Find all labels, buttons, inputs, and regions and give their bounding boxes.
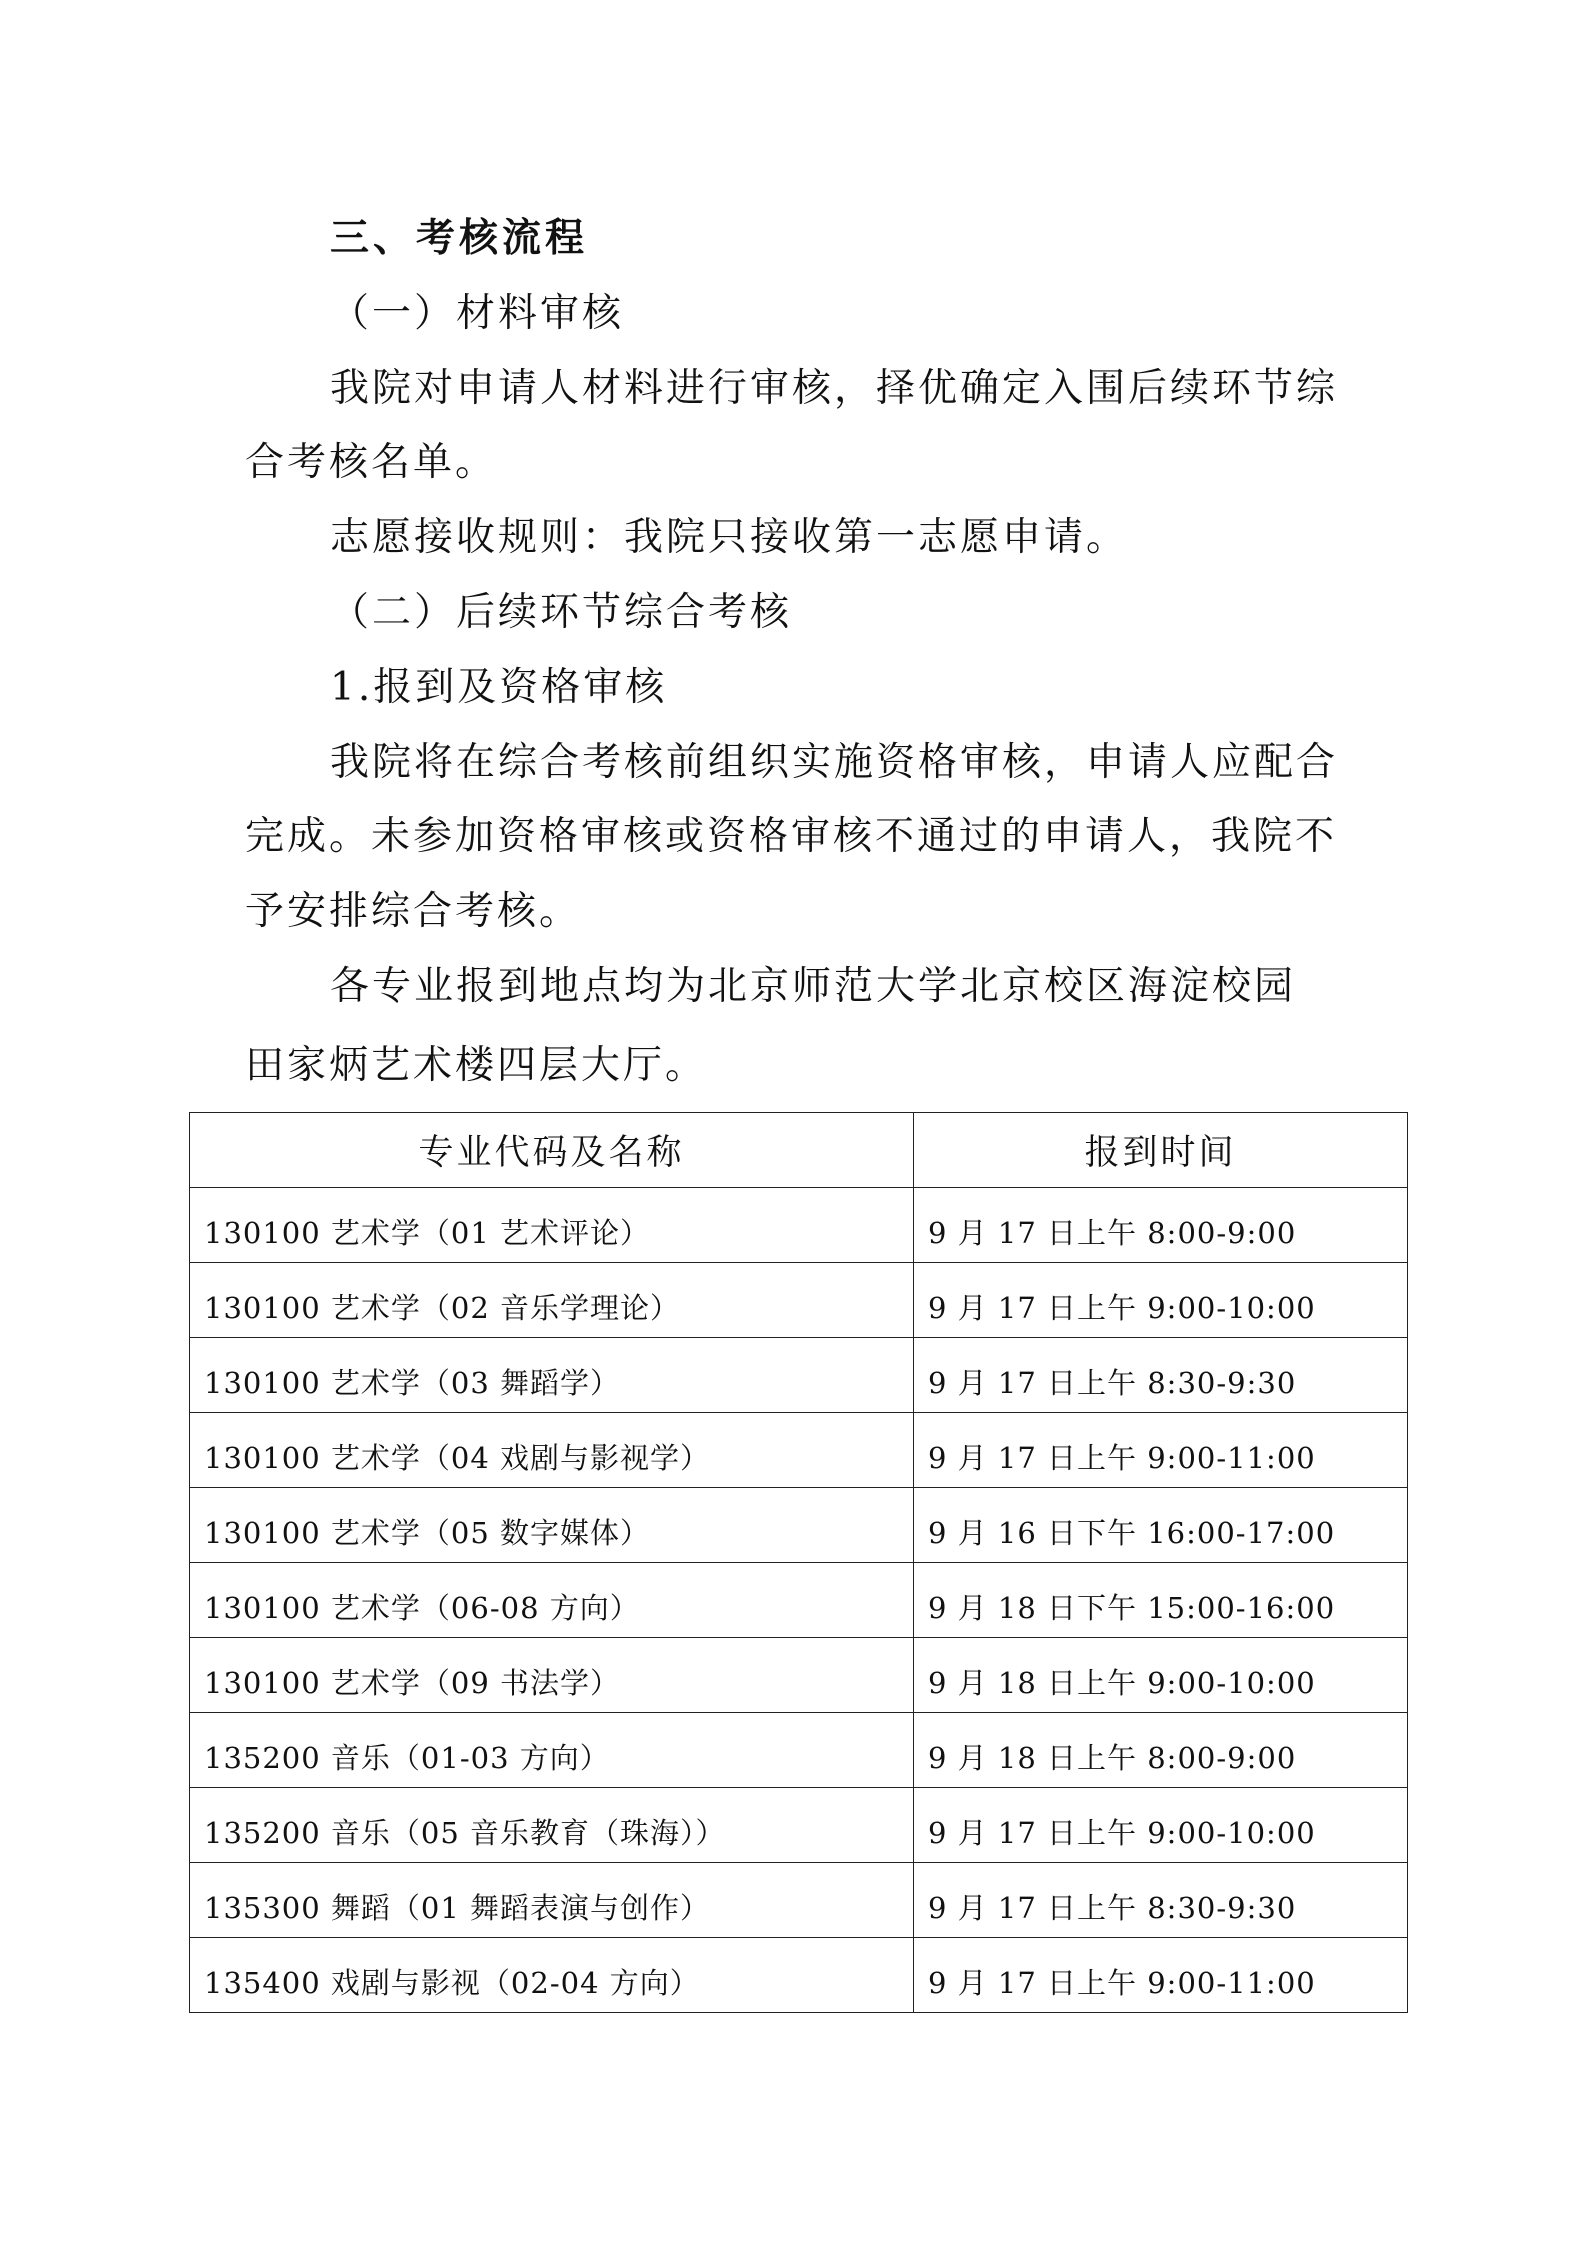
registration-schedule-table	[189, 1112, 1408, 2013]
cell-time: 9 月 18 日上午 8:00-9:00	[914, 1713, 1408, 1788]
cell-time: 9 月 17 日上午 9:00-11:00	[914, 1413, 1408, 1488]
paragraph-qualification-line-1: 我院将在综合考核前组织实施资格审核，申请人应配合	[330, 740, 1339, 785]
cell-major: 130100 艺术学（09 书法学）	[190, 1638, 914, 1713]
table-row	[190, 1488, 1408, 1563]
cell-time: 9 月 18 日下午 15:00-16:00	[914, 1563, 1408, 1638]
cell-time: 9 月 17 日上午 9:00-10:00	[914, 1263, 1408, 1338]
cell-major: 130100 艺术学（03 舞蹈学）	[190, 1338, 914, 1413]
table-row	[190, 1413, 1408, 1488]
table-row	[190, 1188, 1408, 1263]
cell-time: 9 月 16 日下午 16:00-17:00	[914, 1488, 1408, 1563]
section-title: 三、考核流程	[330, 216, 589, 261]
cell-time: 9 月 17 日上午 9:00-10:00	[914, 1788, 1408, 1863]
table-row	[190, 1563, 1408, 1638]
paragraph-location-line-2: 田家炳艺术楼四层大厅。	[245, 1043, 708, 1088]
cell-time: 9 月 17 日上午 8:30-9:30	[914, 1863, 1408, 1938]
table-row	[190, 1788, 1408, 1863]
table-row	[190, 1338, 1408, 1413]
cell-major: 130100 艺术学（04 戏剧与影视学）	[190, 1413, 914, 1488]
cell-time: 9 月 17 日上午 8:00-9:00	[914, 1188, 1408, 1263]
paragraph-location-line-1: 各专业报到地点均为北京师范大学北京校区海淀校园	[330, 964, 1297, 1009]
cell-major: 130100 艺术学（01 艺术评论）	[190, 1188, 914, 1263]
cell-time: 9 月 17 日上午 8:30-9:30	[914, 1338, 1408, 1413]
table-header-row	[190, 1113, 1408, 1188]
paragraph-qualification-line-2: 完成。未参加资格审核或资格审核不通过的申请人，我院不	[245, 814, 1338, 859]
table-row	[190, 1638, 1408, 1713]
header-time: 报到时间	[914, 1113, 1408, 1188]
table-row	[190, 1713, 1408, 1788]
cell-major: 135300 舞蹈（01 舞蹈表演与创作）	[190, 1863, 914, 1938]
cell-major: 130100 艺术学（06-08 方向）	[190, 1563, 914, 1638]
table-row	[190, 1938, 1408, 2013]
paragraph-review-line-1: 我院对申请人材料进行审核，择优确定入围后续环节综	[330, 366, 1339, 411]
cell-major: 130100 艺术学（02 音乐学理论）	[190, 1263, 914, 1338]
table-row	[190, 1263, 1408, 1338]
cell-major: 135200 音乐（05 音乐教育（珠海））	[190, 1788, 914, 1863]
subsection-material-review: （一）材料审核	[330, 291, 625, 336]
subsection-comprehensive-assessment: （二）后续环节综合考核	[330, 590, 793, 635]
header-major: 专业代码及名称	[190, 1113, 914, 1188]
cell-time: 9 月 18 日上午 9:00-10:00	[914, 1638, 1408, 1713]
paragraph-preference-rule: 志愿接收规则：我院只接收第一志愿申请。	[330, 515, 1129, 560]
table-row	[190, 1863, 1408, 1938]
item-registration-qualification: 1.报到及资格审核	[330, 665, 668, 710]
paragraph-qualification-line-3: 予安排综合考核。	[245, 889, 582, 934]
paragraph-review-line-2: 合考核名单。	[245, 440, 498, 485]
cell-major: 135400 戏剧与影视（02-04 方向）	[190, 1938, 914, 2013]
cell-major: 130100 艺术学（05 数字媒体）	[190, 1488, 914, 1563]
cell-major: 135200 音乐（01-03 方向）	[190, 1713, 914, 1788]
cell-time: 9 月 17 日上午 9:00-11:00	[914, 1938, 1408, 2013]
